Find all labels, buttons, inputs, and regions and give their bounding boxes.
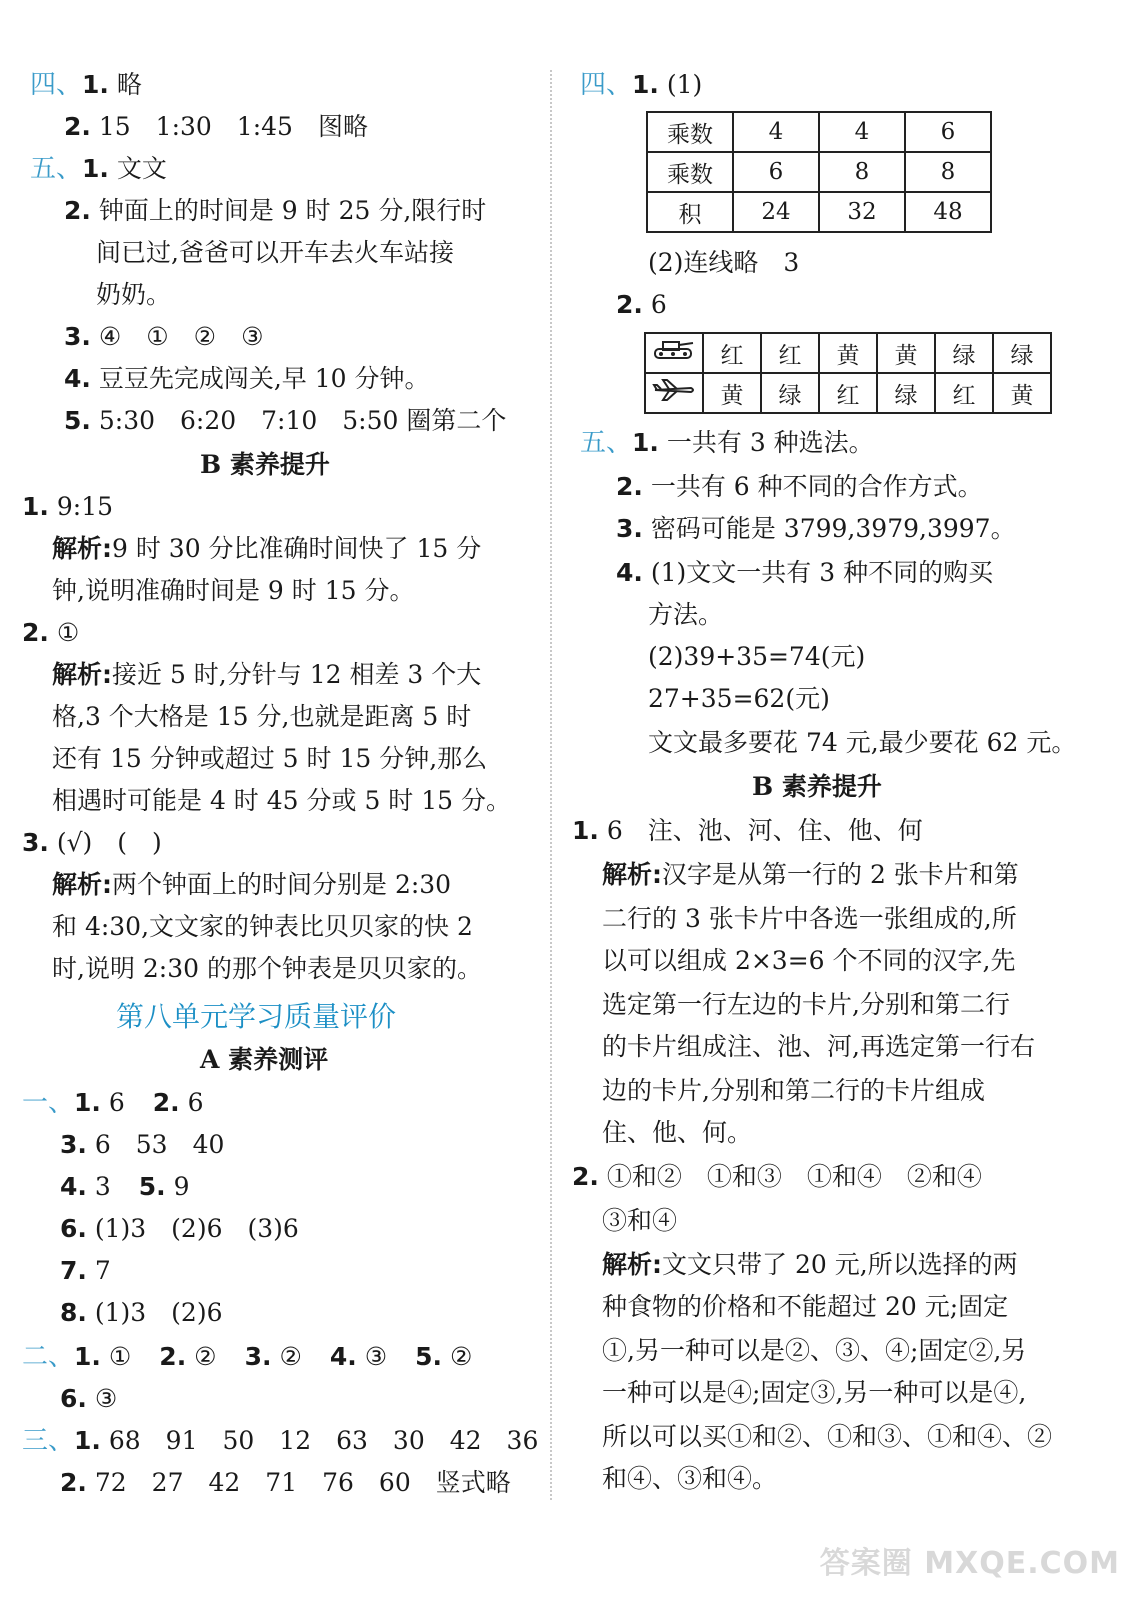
question: 4. (1)文文一共有 3 种不同的购买	[616, 558, 994, 587]
table-cell: 黄	[877, 333, 935, 373]
table-cell: 黄	[819, 333, 877, 373]
answer-line: 间已过,爸爸可以开车去火车站接	[96, 238, 454, 267]
table-cell: 绿	[993, 333, 1051, 373]
analysis-line: 种食物的价格和不能超过 20 元;固定	[602, 1292, 1009, 1321]
table-cell: 4	[819, 112, 905, 152]
analysis-line: 时,说明 2:30 的那个钟表是贝贝家的。	[52, 954, 482, 983]
table-cell: 8	[905, 152, 991, 192]
section-label: 三、	[22, 1426, 75, 1456]
table-row	[645, 333, 1051, 373]
table-cell: 6	[733, 152, 819, 192]
table-row	[647, 152, 991, 192]
table-cell: 积	[647, 192, 733, 232]
question: 5. 5:30 6:20 7:10 5:50 圈第二个	[64, 406, 507, 435]
analysis-line: 相遇时可能是 4 时 45 分或 5 时 15 分。	[52, 786, 512, 815]
heading-b: B 素养提升	[752, 772, 882, 801]
section-4: 四、1. (1)	[580, 70, 703, 100]
table-cell: 乘数	[647, 112, 733, 152]
table-row	[647, 112, 991, 152]
analysis-line: 还有 15 分钟或超过 5 时 15 分钟,那么	[52, 744, 488, 773]
table-cell: 48	[905, 192, 991, 232]
section-2: 二、1. ① 2. ② 3. ② 4. ③ 5. ②	[22, 1342, 473, 1372]
analysis-line: 所以可以买①和②、①和③、①和④、②	[602, 1422, 1053, 1451]
analysis-line: 钟,说明准确时间是 9 时 15 分。	[52, 576, 415, 605]
table-cell: 乘数	[647, 152, 733, 192]
column-divider	[550, 70, 552, 1500]
question: 8. (1)3 (2)6	[60, 1298, 223, 1327]
question: 1. 9:15	[22, 492, 113, 521]
table-row	[645, 373, 1051, 413]
table-cell: 红	[703, 333, 761, 373]
table-cell: 4	[733, 112, 819, 152]
analysis: 解析:两个钟面上的时间分别是 2:30	[52, 870, 452, 899]
question: 6. ③	[60, 1384, 118, 1413]
heading-b: B 素养提升	[200, 450, 330, 479]
answer-line: 文文最多要花 74 元,最少要花 62 元。	[648, 728, 1077, 757]
section-label: 四、	[580, 70, 633, 100]
section-5: 五、1. 文文	[30, 154, 167, 184]
question: 2. ①	[22, 618, 80, 647]
analysis-line: 住、他、何。	[602, 1118, 753, 1147]
tank-icon	[645, 333, 703, 373]
table-cell: 24	[733, 192, 819, 232]
question: 2. 72 27 42 71 76 60 竖式略	[60, 1468, 511, 1497]
section-label: 二、	[22, 1342, 75, 1372]
color-combination-table	[644, 332, 1052, 414]
table-cell: 黄	[703, 373, 761, 413]
table-cell: 绿	[761, 373, 819, 413]
answer-line: 奶奶。	[96, 280, 172, 309]
section-5: 五、1. 一共有 3 种选法。	[580, 428, 874, 458]
question: 4. 3 5. 9	[60, 1172, 190, 1201]
analysis: 解析:9 时 30 分比准确时间快了 15 分	[52, 534, 482, 563]
section-4: 四、1. 略	[30, 70, 142, 100]
analysis-line: 格,3 个大格是 15 分,也就是距离 5 时	[52, 702, 472, 731]
table-cell: 绿	[877, 373, 935, 413]
answer-line: 方法。	[648, 600, 724, 629]
answer-line: (2)39+35=74(元)	[648, 642, 866, 671]
analysis-line: 以可以组成 2×3=6 个不同的汉字,先	[602, 946, 1016, 975]
table-cell: 黄	[993, 373, 1051, 413]
question: 2. 6	[616, 290, 667, 319]
section-3: 三、1. 68 91 50 12 63 30 42 36	[22, 1426, 539, 1456]
question: 3. 密码可能是 3799,3979,3997。	[616, 514, 1016, 543]
section-label: 五、	[30, 154, 83, 184]
question: 6. (1)3 (2)6 (3)6	[60, 1214, 299, 1243]
table-cell: 8	[819, 152, 905, 192]
unit-title: 第八单元学习质量评价	[116, 1000, 397, 1033]
answer-line: ③和④	[602, 1206, 678, 1235]
question: 2. 一共有 6 种不同的合作方式。	[616, 472, 983, 501]
question: 2. 15 1:30 1:45 图略	[64, 112, 368, 141]
analysis-line: ①,另一种可以是②、③、④;固定②,另	[602, 1336, 1027, 1365]
question: 2. 钟面上的时间是 9 时 25 分,限行时	[64, 196, 487, 225]
section-label: 五、	[580, 428, 633, 458]
analysis-line: 一种可以是④;固定③,另一种可以是④,	[602, 1378, 1027, 1407]
analysis-line: 边的卡片,分别和第二行的卡片组成	[602, 1076, 985, 1105]
section-label: 四、	[30, 70, 83, 100]
analysis-line: 二行的 3 张卡片中各选一张组成的,所	[602, 904, 1017, 933]
analysis: 解析:接近 5 时,分针与 12 相差 3 个大	[52, 660, 482, 689]
section-label: 一、	[22, 1088, 75, 1118]
multiplication-table	[646, 111, 992, 233]
table-cell: 红	[935, 373, 993, 413]
table-cell: 红	[761, 333, 819, 373]
analysis: 解析:文文只带了 20 元,所以选择的两	[602, 1250, 1018, 1279]
analysis: 解析:汉字是从第一行的 2 张卡片和第	[602, 860, 1019, 889]
question: 4. 豆豆先完成闯关,早 10 分钟。	[64, 364, 430, 393]
question: 3. (√) ( )	[22, 828, 162, 857]
table-cell: 绿	[935, 333, 993, 373]
question: 2. ①和② ①和③ ①和④ ②和④	[572, 1162, 982, 1191]
watermark-logo: 答案圈 MXQE.COM	[819, 1546, 1120, 1581]
table-cell: 红	[819, 373, 877, 413]
question: 1. 6 注、池、河、住、他、何	[572, 816, 923, 845]
analysis-line: 和④、③和④。	[602, 1464, 778, 1493]
table-cell: 32	[819, 192, 905, 232]
question: 7. 7	[60, 1256, 111, 1285]
analysis-line: 选定第一行左边的卡片,分别和第二行	[602, 990, 1010, 1019]
answer-line: (2)连线略 3	[648, 248, 800, 277]
question: 3. 6 53 40	[60, 1130, 225, 1159]
table-row	[647, 192, 991, 232]
analysis-line: 和 4:30,文文家的钟表比贝贝家的快 2	[52, 912, 473, 941]
table-cell: 6	[905, 112, 991, 152]
answer-line: 27+35=62(元)	[648, 684, 830, 713]
section-1: 一、1. 6 2. 6	[22, 1088, 204, 1118]
analysis-line: 的卡片组成注、池、河,再选定第一行右	[602, 1032, 1035, 1061]
question: 3. ④ ① ② ③	[64, 322, 264, 351]
heading-a: A 素养测评	[200, 1045, 329, 1074]
airplane-icon	[645, 373, 703, 413]
